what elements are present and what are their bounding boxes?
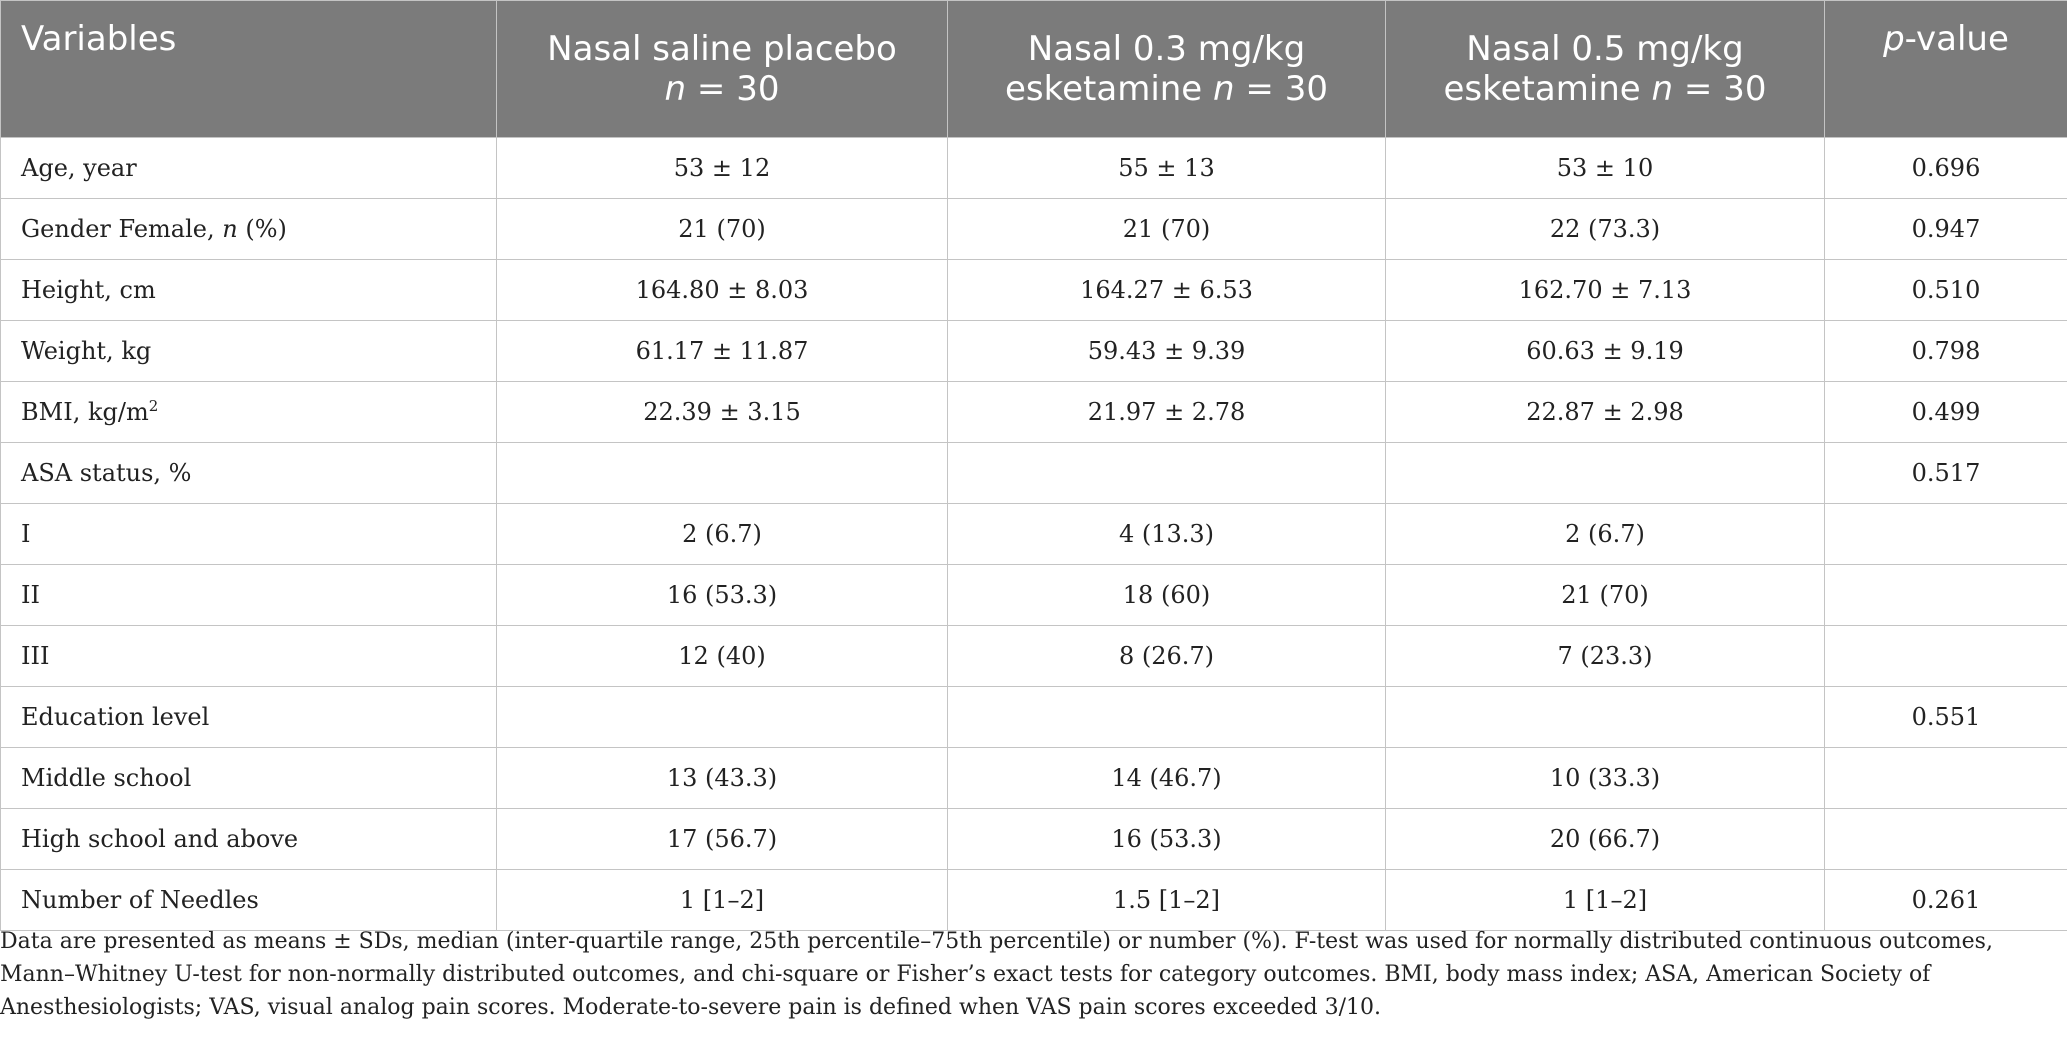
cell-esketamine-05: 53 ± 10 (1386, 138, 1825, 199)
cell-p-value (1825, 809, 2067, 870)
cell-esketamine-03 (948, 443, 1386, 504)
cell-esketamine-05 (1386, 443, 1825, 504)
table-row (1, 565, 2067, 626)
cell-esketamine-05: 10 (33.3) (1386, 748, 1825, 809)
table-row (1, 748, 2067, 809)
table-row (1, 138, 2067, 199)
row-label: Age, year (1, 138, 497, 199)
cell-placebo (497, 687, 948, 748)
table-row (1, 443, 2067, 504)
row-label: Middle school (1, 748, 497, 809)
row-label: BMI, $kg/m^2$ (1, 382, 497, 443)
cell-esketamine-05: 22.87 ± 2.98 (1386, 382, 1825, 443)
cell-esketamine-03: 55 ± 13 (948, 138, 1386, 199)
cell-esketamine-03: 18 (60) (948, 565, 1386, 626)
cell-placebo: 53 ± 12 (497, 138, 948, 199)
cell-placebo: 61.17 ± 11.87 (497, 321, 948, 382)
cell-esketamine-05: 7 (23.3) (1386, 626, 1825, 687)
cell-esketamine-05: 22 (73.3) (1386, 199, 1825, 260)
cell-placebo: 16 (53.3) (497, 565, 948, 626)
cell-esketamine-03: 14 (46.7) (948, 748, 1386, 809)
table-row (1, 687, 2067, 748)
table-row (1, 870, 2067, 931)
cell-p-value: 0.510 (1825, 260, 2067, 321)
table-row (1, 321, 2067, 382)
table-row (1, 382, 2067, 443)
cell-esketamine-03: 4 (13.3) (948, 504, 1386, 565)
table-row (1, 504, 2067, 565)
cell-p-value: 0.499 (1825, 382, 2067, 443)
header-variables: Variables (1, 1, 497, 138)
row-label: II (1, 565, 497, 626)
cell-esketamine-05 (1386, 687, 1825, 748)
table-row (1, 626, 2067, 687)
row-label: I (1, 504, 497, 565)
cell-p-value: 0.798 (1825, 321, 2067, 382)
cell-esketamine-05: 20 (66.7) (1386, 809, 1825, 870)
cell-esketamine-05: 2 (6.7) (1386, 504, 1825, 565)
header-esketamine-05: Nasal 0.5 mg/kg esketamine n = 30 (1386, 1, 1825, 138)
cell-esketamine-05: 60.63 ± 9.19 (1386, 321, 1825, 382)
cell-esketamine-03: 164.27 ± 6.53 (948, 260, 1386, 321)
cell-placebo: 2 (6.7) (497, 504, 948, 565)
cell-esketamine-05: 21 (70) (1386, 565, 1825, 626)
cell-placebo: 13 (43.3) (497, 748, 948, 809)
header-esketamine-03: Nasal 0.3 mg/kg esketamine n = 30 (948, 1, 1386, 138)
cell-p-value (1825, 626, 2067, 687)
cell-placebo: 21 (70) (497, 199, 948, 260)
cell-esketamine-05: 1 [1–2] (1386, 870, 1825, 931)
cell-esketamine-03: 21.97 ± 2.78 (948, 382, 1386, 443)
table-footnote: Data are presented as means ± SDs, median (inter-quartile range, 25th percentile–75th percentile) or number (%). F-test was used for normally distributed continuous outcomes, Mann–Whitney U-test for non-normally distributed outcomes, and chi-square or Fisher’s exact tests for category outcomes. BMI, body mass index; ASA, American Society of Anesthesiologists; VAS, visual analog pain scores. Moderate-to-severe pain is defined when VAS pain scores exceeded 3/10. (0, 929, 1993, 1020)
cell-placebo: 17 (56.7) (497, 809, 948, 870)
cell-p-value (1825, 565, 2067, 626)
cell-esketamine-03: 16 (53.3) (948, 809, 1386, 870)
cell-esketamine-05: 162.70 ± 7.13 (1386, 260, 1825, 321)
row-label: Education level (1, 687, 497, 748)
cell-esketamine-03: 59.43 ± 9.39 (948, 321, 1386, 382)
cell-placebo (497, 443, 948, 504)
cell-p-value: 0.261 (1825, 870, 2067, 931)
header-placebo: Nasal saline placebo n = 30 (497, 1, 948, 138)
cell-p-value: 0.696 (1825, 138, 2067, 199)
row-label: High school and above (1, 809, 497, 870)
cell-esketamine-03: 1.5 [1–2] (948, 870, 1386, 931)
row-label: Gender Female, n (%) (1, 199, 497, 260)
row-label: Height, cm (1, 260, 497, 321)
cell-placebo: 12 (40) (497, 626, 948, 687)
cell-p-value: 0.551 (1825, 687, 2067, 748)
cell-placebo: 22.39 ± 3.15 (497, 382, 948, 443)
row-label: III (1, 626, 497, 687)
table-row (1, 260, 2067, 321)
table-header-row (1, 1, 2067, 138)
cell-p-value (1825, 748, 2067, 809)
cell-esketamine-03: 21 (70) (948, 199, 1386, 260)
cell-placebo: 164.80 ± 8.03 (497, 260, 948, 321)
row-label: Number of Needles (1, 870, 497, 931)
table-row (1, 199, 2067, 260)
cell-p-value (1825, 504, 2067, 565)
cell-esketamine-03 (948, 687, 1386, 748)
row-label: Weight, kg (1, 321, 497, 382)
cell-esketamine-03: 8 (26.7) (948, 626, 1386, 687)
header-p-value: p-value (1825, 1, 2067, 138)
cell-p-value: 0.517 (1825, 443, 2067, 504)
row-label: ASA status, % (1, 443, 497, 504)
cell-p-value: 0.947 (1825, 199, 2067, 260)
table-row (1, 809, 2067, 870)
cell-placebo: 1 [1–2] (497, 870, 948, 931)
